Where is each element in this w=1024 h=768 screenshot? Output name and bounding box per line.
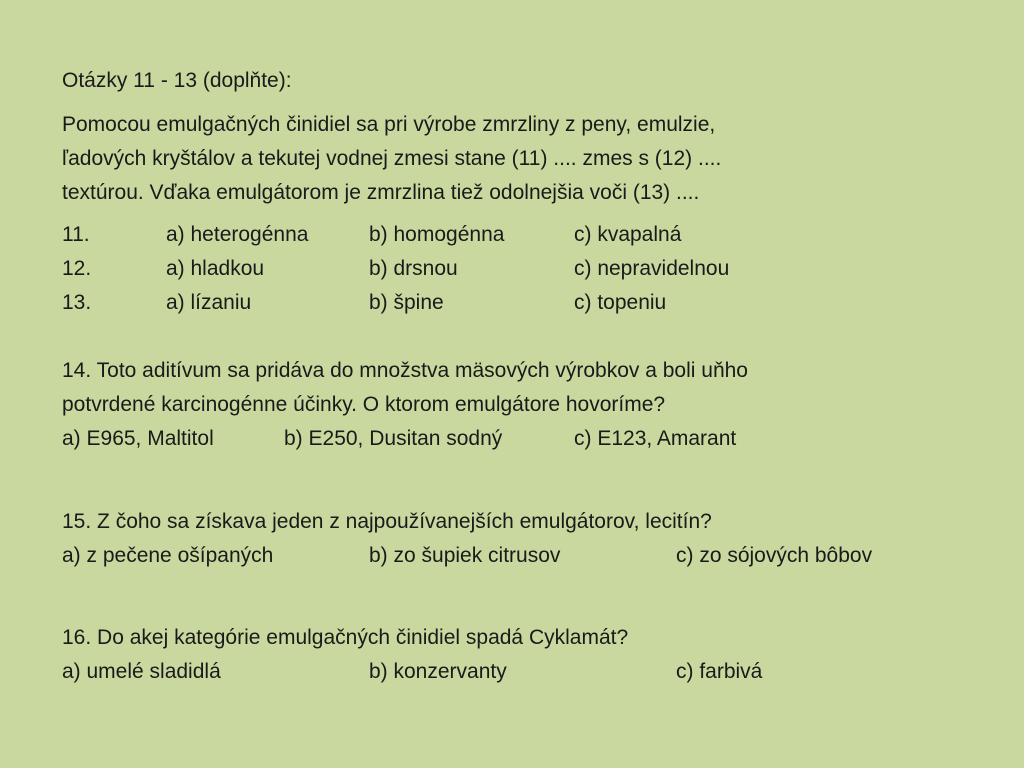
paragraph-line-3: textúrou. Vďaka emulgátorom je zmrzlina tiež odolnejšia voči (13) .... <box>62 181 700 204</box>
option-c: c) kvapalná <box>574 223 682 246</box>
paragraph-line-2: ľadových kryštálov a tekutej vodnej zmesi stane (11) .... zmes s (12) .... <box>62 147 722 170</box>
fill-row-number: 11. <box>62 223 90 246</box>
fill-row-13 <box>62 286 1022 320</box>
fill-row-number: 12. <box>62 257 92 280</box>
q15-options <box>62 539 1022 573</box>
option-c: c) nepravidelnou <box>574 257 730 280</box>
option-a: a) lízaniu <box>166 291 252 314</box>
fill-row-number: 13. <box>62 291 92 314</box>
option-c: c) zo sójových bôbov <box>676 544 873 567</box>
q16-options <box>62 655 1022 689</box>
heading: Otázky 11 - 13 (doplňte): <box>62 69 292 92</box>
q14-line-2: potvrdené karcinogénne účinky. O ktorom emulgátore hovoríme? <box>62 393 666 416</box>
option-c: c) topeniu <box>574 291 667 314</box>
option-a: a) hladkou <box>166 257 265 280</box>
option-b: b) drsnou <box>369 257 458 280</box>
q15-question: 15. Z čoho sa získava jeden z najpoužívanejších emulgátorov, lecitín? <box>62 510 712 533</box>
option-b: b) zo šupiek citrusov <box>369 544 561 567</box>
option-b: b) konzervanty <box>369 660 507 683</box>
q14-line-1: 14. Toto aditívum sa pridáva do množstva mäsových výrobkov a boli uňho <box>62 359 748 382</box>
q14-options <box>62 422 1022 456</box>
fill-row-11 <box>62 218 1022 252</box>
q16-question: 16. Do akej kategórie emulgačných činidiel spadá Cyklamát? <box>62 626 629 649</box>
fill-row-12 <box>62 252 1022 286</box>
option-a: a) umelé sladidlá <box>62 660 221 683</box>
option-a: a) z pečene ošípaných <box>62 544 274 567</box>
option-a: a) heterogénna <box>166 223 309 246</box>
paragraph-line-1: Pomocou emulgačných činidiel sa pri výrobe zmrzliny z peny, emulzie, <box>62 113 716 136</box>
option-b: b) homogénna <box>369 223 505 246</box>
option-c: c) E123, Amarant <box>574 427 737 450</box>
option-b: b) špine <box>369 291 444 314</box>
option-a: a) E965, Maltitol <box>62 427 214 450</box>
option-c: c) farbivá <box>676 660 763 683</box>
option-b: b) E250, Dusitan sodný <box>284 427 503 450</box>
